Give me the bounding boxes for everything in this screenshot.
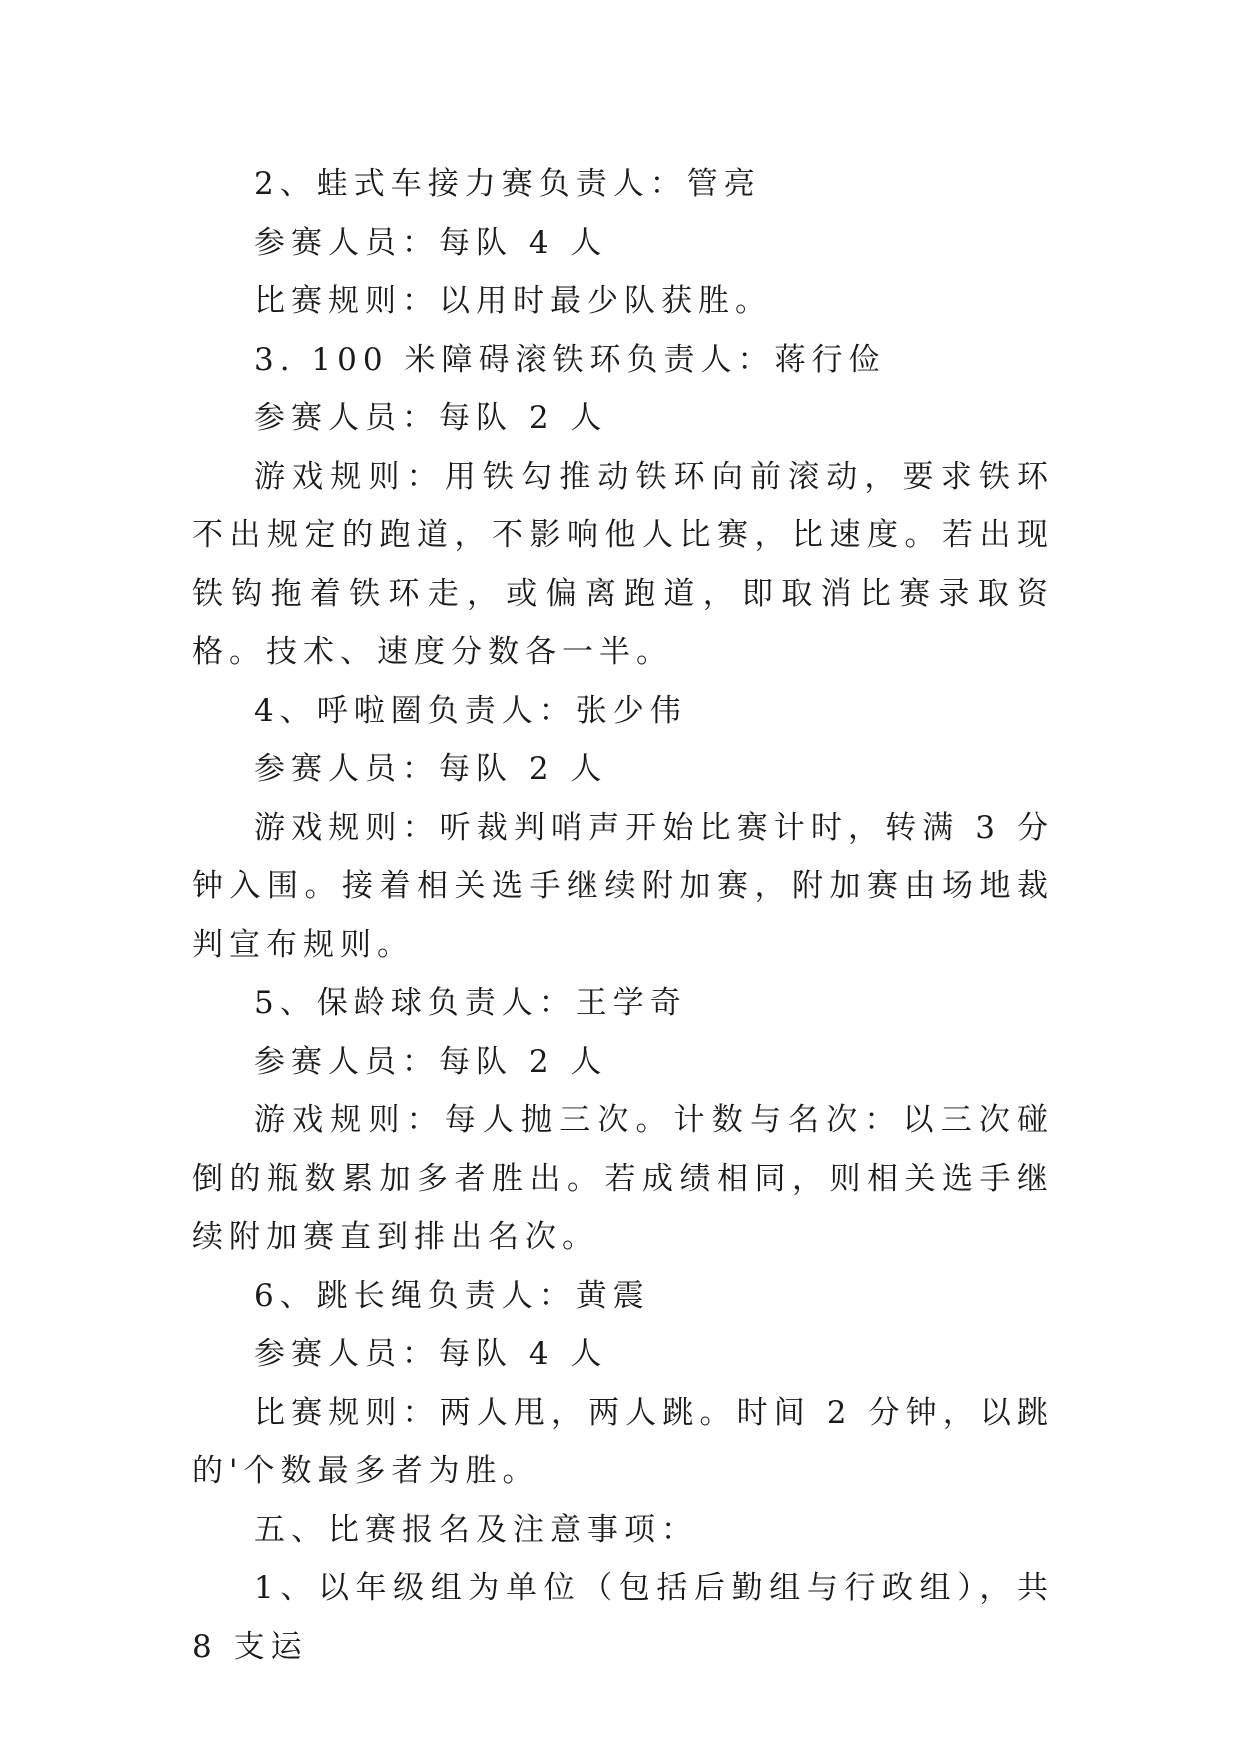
section-heading-hula-hoop: 4、呼啦圈负责人：张少伟 [254, 692, 687, 729]
rules-hoop-rolling: 游戏规则：用铁勾推动铁环向前滚动，要求铁环不出规定的跑道，不影响他人比赛，比速度。若出现铁钩拖着铁环走，或偏离跑道，即取消比赛录取资格。技术、速度分数各一半。 [192, 458, 1054, 670]
rules-long-rope: 比赛规则：两人甩，两人跳。时间 2 分钟，以跳的'个数最多者为胜。 [192, 1394, 1054, 1489]
rules-bowling: 游戏规则：每人抛三次。计数与名次：以三次碰倒的瓶数累加多者胜出。若成绩相同，则相关选手继续附加赛直到排出名次。 [192, 1102, 1054, 1255]
section-heading-hoop-rolling: 3. 100 米障碍滚铁环负责人：蒋行俭 [254, 341, 886, 378]
participants-bowling: 参赛人员：每队 2 人 [254, 1043, 608, 1080]
rules-relay: 比赛规则：以用时最少队获胜。 [254, 283, 772, 319]
section-heading-relay: 2、蛙式车接力赛负责人：管亮 [254, 166, 761, 202]
section-heading-registration: 五、比赛报名及注意事项： [254, 1511, 698, 1548]
participants-relay: 参赛人员：每队 4 人 [254, 224, 608, 261]
section-heading-bowling: 5、保龄球负责人：王学奇 [254, 985, 687, 1021]
registration-item-1: 1、以年级组为单位（包括后勤组与行政组），共 8 支运 [192, 1570, 1054, 1665]
participants-hoop-rolling: 参赛人员：每队 2 人 [254, 400, 608, 436]
document-body [192, 155, 1054, 1676]
section-heading-long-rope: 6、跳长绳负责人：黄震 [254, 1277, 650, 1314]
participants-hula-hoop: 参赛人员：每队 2 人 [254, 751, 608, 787]
rules-hula-hoop: 游戏规则：听裁判哨声开始比赛计时，转满 3 分钟入围。接着相关选手继续附加赛，附加赛由场地裁判宣布规则。 [192, 809, 1054, 963]
participants-long-rope: 参赛人员：每队 4 人 [254, 1336, 608, 1372]
